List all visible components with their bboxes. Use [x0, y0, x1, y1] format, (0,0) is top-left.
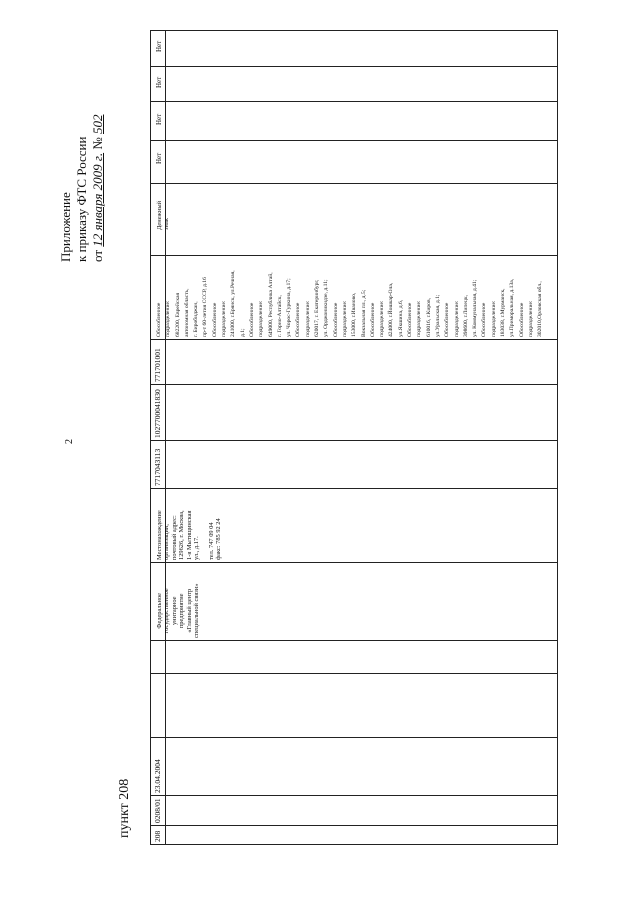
location-line: факс: 785 92 24 [215, 518, 223, 560]
branch-line: Обособленное [332, 302, 339, 337]
cargo-type [156, 201, 171, 230]
cargo-line: Денежный [156, 200, 163, 230]
location-line: тел. 747 09 04 [207, 522, 215, 560]
branch-line: 398600, г.Липецк, [462, 294, 469, 337]
branch-line: ул. Орджоникидзе, д.11; [323, 279, 330, 337]
org-line: государственное [163, 588, 171, 634]
branch-line: ул. Коммунальная, д.41; [472, 279, 479, 337]
table-header-line [165, 30, 166, 845]
location-line: Местонахождение [156, 510, 163, 560]
flag-3: Нет [155, 76, 163, 88]
branch-line: 183038, г.Мурманск, [499, 288, 506, 337]
col-sep-1 [150, 825, 558, 826]
branch-line: 241000, г.Брянск, ул.Речная, [230, 270, 237, 337]
org-line: предприятие [178, 593, 186, 629]
order-date: 12 января 2009 г. [90, 152, 105, 247]
reg-number: 0208/01 [153, 798, 162, 823]
ogrn: 1027700041830 [153, 389, 162, 438]
appendix-line2: к приказу ФТС России [74, 136, 89, 262]
cargo-line: знак [163, 218, 171, 230]
branch-line: 649000, Республика Алтай, [267, 272, 274, 337]
location-line: ул., д.17. [193, 536, 201, 560]
col-sep-2 [150, 795, 558, 796]
branches-list [155, 270, 545, 337]
branch-line: ул.Приморальная, д.13а, [509, 278, 516, 337]
branch-line: д.1; [239, 328, 246, 337]
branch-line: 302010,Орловская обл., [537, 281, 544, 337]
branch-line: Обособленное [444, 302, 451, 337]
table-border-top [150, 30, 558, 31]
branch-line: подразделение: [341, 300, 348, 337]
reg-date: 23.04.2004 [153, 759, 162, 793]
branch-line: Обособленное [156, 302, 162, 337]
branch-line: Обособленное [481, 302, 488, 337]
branch-line: г. Горно-Алтайск, [276, 295, 283, 337]
branch-line: Обособленное [518, 302, 525, 337]
location-line: 129626, г. Москва, [178, 510, 186, 560]
col-sep-12 [150, 183, 558, 184]
col-sep-11 [150, 255, 558, 256]
branch-line: Обособленное [407, 302, 414, 337]
page-number: 2 [64, 439, 75, 444]
org-line: Федеральное [156, 592, 163, 629]
branch-line: подразделение: [221, 300, 228, 337]
branch-line: ул. Чорос-Гуркина, д.17; [286, 278, 293, 337]
appendix-line1: Приложение [58, 192, 73, 262]
org-line: «Главный центр [185, 588, 193, 633]
org-line: унитарное [170, 596, 178, 626]
branch-line: подразделение: [490, 300, 497, 337]
flag-2: Нет [155, 113, 163, 125]
col-sep-8 [150, 440, 558, 441]
branch-line: 620017, г. Екатеринбург, [314, 279, 321, 337]
branch-line: ул.Якшина, д.6, [397, 299, 404, 337]
number-label: № [90, 137, 105, 150]
row-number: 208 [153, 830, 162, 842]
inn: 7717043113 [153, 448, 162, 486]
col-sep-3 [150, 737, 558, 738]
branch-line: Обособленное [248, 302, 255, 337]
flag-1: Нет [155, 152, 163, 164]
order-number: 502 [90, 114, 105, 134]
organization-name [156, 584, 200, 638]
organization-location [156, 510, 223, 560]
branch-line: автономная область, [183, 288, 190, 337]
table-border-left [150, 30, 151, 845]
location-line: 1-я Мытищинская [185, 510, 193, 560]
appendix-date-line [89, 115, 106, 263]
branch-line: подразделение: [304, 300, 311, 337]
branch-line: подразделение: [527, 300, 534, 337]
branch-line: подразделение: [453, 300, 460, 337]
col-sep-14 [150, 101, 558, 102]
col-sep-5 [150, 640, 558, 641]
branch-line: 153000, г.Иваново, [351, 292, 358, 337]
col-sep-4 [150, 673, 558, 674]
branch-line: подразделение: [165, 300, 172, 337]
branch-line: подразделение: [416, 300, 423, 337]
branch-line: подразделение: [379, 300, 386, 337]
col-sep-7 [150, 488, 558, 489]
table-border-bottom [150, 844, 558, 845]
branch-line: 682200, Еврейская [174, 292, 181, 337]
branch-line: Обособленное [211, 302, 218, 337]
from-label: от [90, 249, 105, 262]
branch-line: Обособленное [369, 302, 376, 337]
branch-line: Вокзальная пл., д.5; [360, 289, 367, 337]
col-sep-6 [150, 562, 558, 563]
table-border-right [557, 30, 558, 845]
col-sep-15 [150, 66, 558, 67]
col-sep-9 [150, 384, 558, 385]
col-sep-13 [150, 140, 558, 141]
location-line: организации, [163, 524, 171, 560]
branch-line: пр-т 60-летия СССР, д.16 [202, 277, 209, 337]
branch-line: г. Биробиджан, [193, 301, 200, 337]
branch-line: Обособленное [295, 302, 302, 337]
flag-4: Нет [155, 40, 163, 52]
branch-line: 610016, г.Киров, [425, 298, 432, 337]
branch-line: подразделение: [258, 300, 265, 337]
org-line: специальной связи» [193, 583, 201, 638]
appendix-title [57, 192, 74, 262]
location-line: почтовый адрес: [170, 515, 178, 560]
location-line [200, 510, 207, 560]
punkt-label: пункт 208 [117, 778, 132, 838]
col-sep-10 [150, 339, 558, 340]
branch-line: 424000, г.Йошкар-Ола, [388, 282, 395, 337]
branch-line: ул.Уральская, д.1; [434, 294, 441, 337]
appendix-order [73, 137, 90, 262]
kpp: 771701001 [153, 348, 162, 382]
